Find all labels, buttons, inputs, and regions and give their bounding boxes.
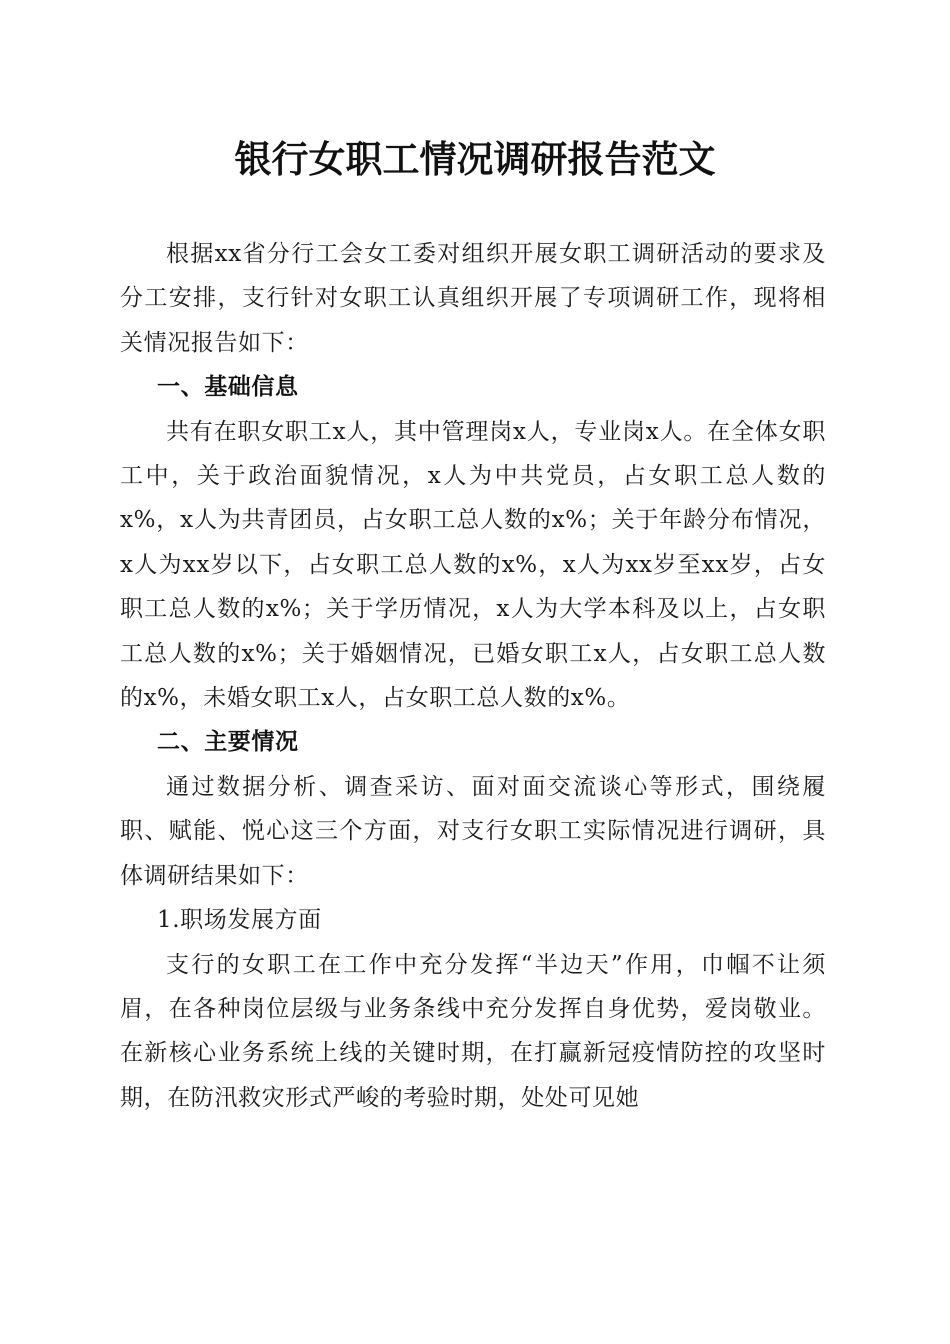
career-development-paragraph: 支行的女职工在工作中充分发挥“半边天”作用，巾帼不让须眉，在各种岗位层级与业务条线中充分发挥自身优势，爱岗敬业。在新核心业务系统上线的关键时期，在打赢新冠疫情防控的攻坚时期，在防汛救灾形式严峻的考验时期，处处可见她 [120, 951, 826, 1111]
intro-paragraph: 根据xx省分行工会女工委对组织开展女职工调研活动的要求及分工安排，支行针对女职工认真组织开展了专项调研工作，现将相关情况报告如下： [120, 241, 826, 356]
subheading-career-development: 1.职场发展方面 [157, 907, 322, 934]
main-situation-paragraph: 通过数据分析、调查采访、面对面交流谈心等形式，围绕履职、赋能、悦心这三个方面，对支行女职工实际情况进行调研，具体调研结果如下： [120, 773, 826, 889]
document-body [120, 232, 826, 1120]
document-title: 银行女职工情况调研报告范文 [234, 137, 716, 181]
section-heading-basic-info: 一、基础信息 [157, 374, 299, 401]
section-heading-main-situation: 二、主要情况 [157, 729, 299, 756]
basic-info-paragraph: 共有在职女职工x人，其中管理岗x人，专业岗x人。在全体女职工中，关于政治面貌情况，x人为中共党员，占女职工总人数的x%，x人为共青团员，占女职工总人数的x%；关于年龄分布情况，x人为xx岁以下，占女职工总人数的x%，x人为xx岁至xx岁，占女职工总人数的x%；关于学历情况，x人为大学本科及以上，占女职工总人数的x%；关于婚姻情况，已婚女职工x人，占女职工总人数的x%，未婚女职工x人，占女职工总人数的x%。 [120, 418, 826, 712]
